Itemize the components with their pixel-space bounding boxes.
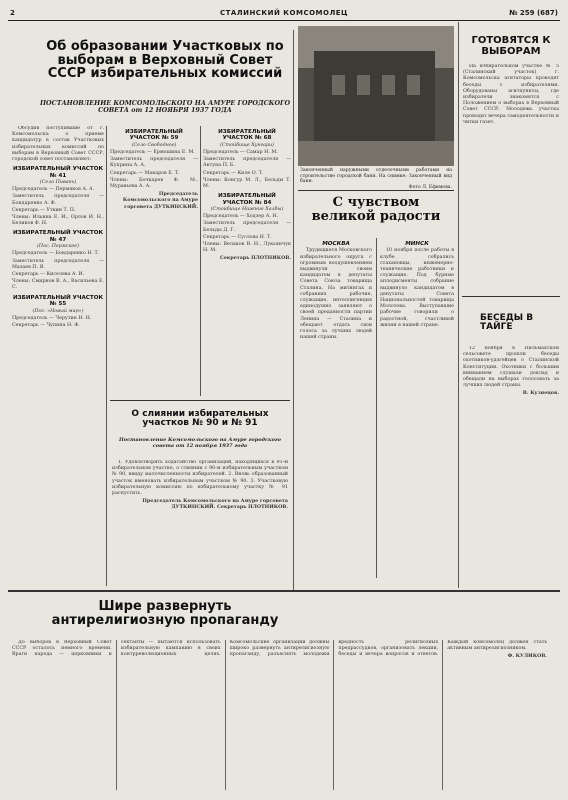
district-47-member: Заместитель председателя — Мазаев П. Я.	[12, 258, 104, 270]
column-divider	[293, 30, 294, 590]
right-headline: ГОТОВЯТСЯ К ВЫБОРАМ	[471, 35, 551, 57]
right-text: На избирательном участке № 5 (Сталинский участок) г. Комсомольска агитаторы проводят беседы с избирателями. Оборудованы агитпункты, где избиратели знакомятся с Положением о выборах в Верховный Совет СССР. Молодежь участка проводит вечера самодеятельности и читки газет.	[463, 64, 559, 125]
district-59-title: ИЗБИРАТЕЛЬНЫЙ УЧАСТОК № 59	[125, 129, 183, 142]
bathhouse-photo	[298, 26, 454, 166]
district-68-member: Секретарь — Киле О. Т.	[203, 170, 264, 176]
district-84-title: ИЗБИРАТЕЛЬНЫЙ УЧАСТОК № 84	[218, 193, 276, 206]
election-signature-right: Секретарь ПЛОТНИКОВ.	[220, 255, 291, 262]
district-47-title: ИЗБИРАТЕЛЬНЫЙ УЧАСТОК № 47	[12, 230, 104, 243]
district-84-member: Заместитель председателя — Бельды Д. Г.	[203, 221, 291, 233]
district-59-member: Секретарь — Макаров Е. Т.	[110, 170, 180, 176]
minor-text: 12 ноября в Пильмахском сельсовете прошли беседы охотников-удэгейцев о Сталинской Конституции. Охотники с большим вниманием слушали доклад и обещали на выборах голосовать за лучших людей страны.	[463, 346, 559, 389]
district-41-member: Заместитель председателя — Бондаренко А. Ф.	[12, 194, 104, 206]
photo-window	[382, 75, 394, 95]
photo-road	[298, 141, 454, 166]
district-84-place: (Стойбище Нижние Халбы)	[210, 207, 284, 213]
paper-title: СТАЛИНСКИЙ КОМСОМОЛЕЦ	[219, 9, 349, 17]
district-68-place: (Стойбище Хунгари)	[220, 142, 274, 148]
minor-signature: В. Кузнецов.	[522, 390, 559, 397]
district-59-member: Заместитель председателя — Куприна А. А.	[110, 157, 198, 169]
district-68-title: ИЗБИРАТЕЛЬНЫЙ УЧАСТОК № 68	[218, 129, 276, 142]
district-55-place: (Пос. «Новый мир»)	[32, 308, 84, 314]
anti-religious-signature: Ф. КУЛИКОВ.	[507, 653, 547, 660]
district-41-place: (Село Пивань)	[39, 180, 77, 186]
photo-window	[407, 75, 419, 95]
district-41-member: Секретарь — Уткин Т. П.	[12, 207, 76, 213]
photo-window	[357, 75, 369, 95]
district-47-member: Члены: Смирнов В. А., Васильева Е. С.	[12, 279, 104, 291]
election-signature-left: Председатель Комсомольского на Амуре горсовета ДУТКИНСКИЙ.	[122, 191, 198, 210]
district-68-member: Члены: Конгур М. Л., Бельды Т. М.	[203, 177, 291, 190]
photo-building	[314, 51, 436, 141]
district-55-member: Секретарь — Чупина Н. Ф.	[12, 322, 80, 328]
district-68-member: Заместитель председателя — Актуна П. Б.	[203, 157, 291, 169]
masthead	[8, 4, 560, 21]
district-84-member: Члены: Велаков В. Н., Лукьянчук Н. М.	[203, 242, 291, 254]
feature-text-1: Трудящиеся Московского избирательного округа с огромным воодушевлением выдвинули своим кандидатом в депутаты Совета Союза товарища Сталина. На митингах и собраниях рабочие, служащие, интеллигенция единодушно заявляют о своей преданности партии Ленина — Сталина и обещают отдать свои голоса за лучших людей нашей страны.	[300, 248, 372, 341]
column-divider	[106, 126, 107, 586]
photo-caption-text: Законченный наружными отделочными работами на строительстве городской бани. На снимке: Законченный вид бани.	[300, 168, 452, 185]
column-divider	[200, 126, 201, 396]
section-rule	[462, 296, 560, 297]
district-41-member: Члены: Ильина Е. И., Орлов И. Н., Беликов Ф. Н.	[12, 215, 104, 227]
feature-column-2	[380, 238, 454, 578]
anti-religious-columns	[12, 640, 547, 790]
section-rule	[8, 590, 560, 592]
election-headline: Об образовании Участковых по выборам в Верховный Совет СССР избирательных комиссий	[46, 39, 284, 82]
merger-subhead: Постановление Комсомольского на Амуре городского совета от 12 ноября 1937 года	[119, 437, 281, 449]
election-column-3	[203, 126, 291, 396]
column-divider	[376, 238, 377, 578]
district-59-member: Члены: Бочкарев Ф. М., Муравьева А. А.	[110, 177, 198, 190]
merger-headline: О слиянии избирательных участков № 90 и № 91	[131, 409, 269, 429]
district-84-member: Председатель — Ходзер А. Н.	[203, 214, 279, 220]
district-47-place: (Пос. Пермское)	[37, 244, 79, 250]
election-column-1	[12, 126, 104, 586]
anti-religious-text: До выборов в Верховный Совет СССР осталось немного времени. Враги народа — церковники и сектанты — пытаются использовать избирательную кампанию в своих контрреволюционных целях. Комсомольские организации должны широко развернуть антирелигиозную пропаганду, разъяснять молодежи вредность религиозных предрассудков, организовать лекции, беседы и вечера вопросов и ответов. Каждый комсомолец должен стать активным антирелигиозником.	[12, 640, 547, 658]
feature-text-2: 10 ноября после работы в клубе собрались стахановцы, инженерно-технические работники и служащие. Под бурные аплодисменты собрание выдвинуло кандидатом в депутаты Совета Национальностей товарища Молотова. Выступавшие рабочие говорили о радостной, счастливой жизни в нашей стране.	[380, 248, 454, 328]
column-divider	[458, 22, 459, 588]
district-84-member: Секретарь — Суслова Н. Т.	[203, 234, 272, 240]
page-number: 2	[10, 9, 15, 17]
merger-text: 1. Удовлетворить ходатайство организаций, находящихся в 91-м избирательном участке, о слиянии с 90-м избирательным участком № 90, ввиду малочисленности избирателей. 2. Вновь образованный участок именовать избирательным участком № 90. 3. Участковую избирательную комиссию по избирательному участку № 91 распустить.	[112, 460, 288, 497]
district-59-member: Председатель — Ермошина Е. М.	[110, 150, 195, 156]
district-59-place: (Село Свободное)	[131, 142, 177, 148]
feature-headline: С чувством великой радости	[311, 195, 441, 224]
election-subhead: ПОСТАНОВЛЕНИЕ КОМСОМОЛЬСКОГО НА АМУРЕ ГОРОДСКОГО СОВЕТА от 12 НОЯБРЯ 1937 ГОДА	[40, 99, 291, 115]
photo-author: Фото Л. Ефимова.	[408, 184, 452, 190]
district-68-member: Председатель — Самар Н. М.	[203, 150, 278, 156]
district-41-member: Председатель — Пермяков А. А.	[12, 187, 95, 193]
district-55-member: Председатель — Черутин Н. Н.	[12, 315, 92, 321]
minor-column-text	[463, 346, 559, 582]
district-47-member: Секретарь — Киселева А. И.	[12, 272, 85, 278]
election-column-2	[110, 126, 198, 396]
merger-column	[112, 460, 288, 550]
photo-caption	[300, 168, 452, 190]
district-41-title: ИЗБИРАТЕЛЬНЫЙ УЧАСТОК № 41	[12, 166, 104, 179]
dateline-moscow: МОСКВА	[322, 241, 350, 247]
issue-number: № 259 (687)	[509, 9, 558, 17]
district-47-member: Председатель — Бондаренко Н. Т.	[12, 251, 100, 257]
anti-religious-headline: Шире развернуть антирелигиозную пропаганду	[51, 599, 279, 628]
election-intro: Обсудив поступившие от г. Комсомольска о приеме кандидатур в состав Участковых избирательных комиссий по выборам в Верховный Совет СССР, городской совет постановляет:	[12, 126, 104, 163]
minor-headline: БЕСЕДЫ В ТАЙГЕ	[480, 313, 534, 333]
right-column-text	[463, 64, 559, 292]
photo-window	[332, 75, 344, 95]
merger-signature: Председатель Комсомольского на Амуре горсовета ДУТКИНСКИЙ. Секретарь ПЛОТНИКОВ.	[142, 498, 288, 511]
feature-column-1	[300, 238, 372, 578]
section-rule	[110, 400, 290, 401]
dateline-minsk: МИНСК	[405, 241, 429, 247]
district-55-title: ИЗБИРАТЕЛЬНЫЙ УЧАСТОК № 55	[12, 294, 104, 308]
section-rule	[298, 190, 454, 191]
